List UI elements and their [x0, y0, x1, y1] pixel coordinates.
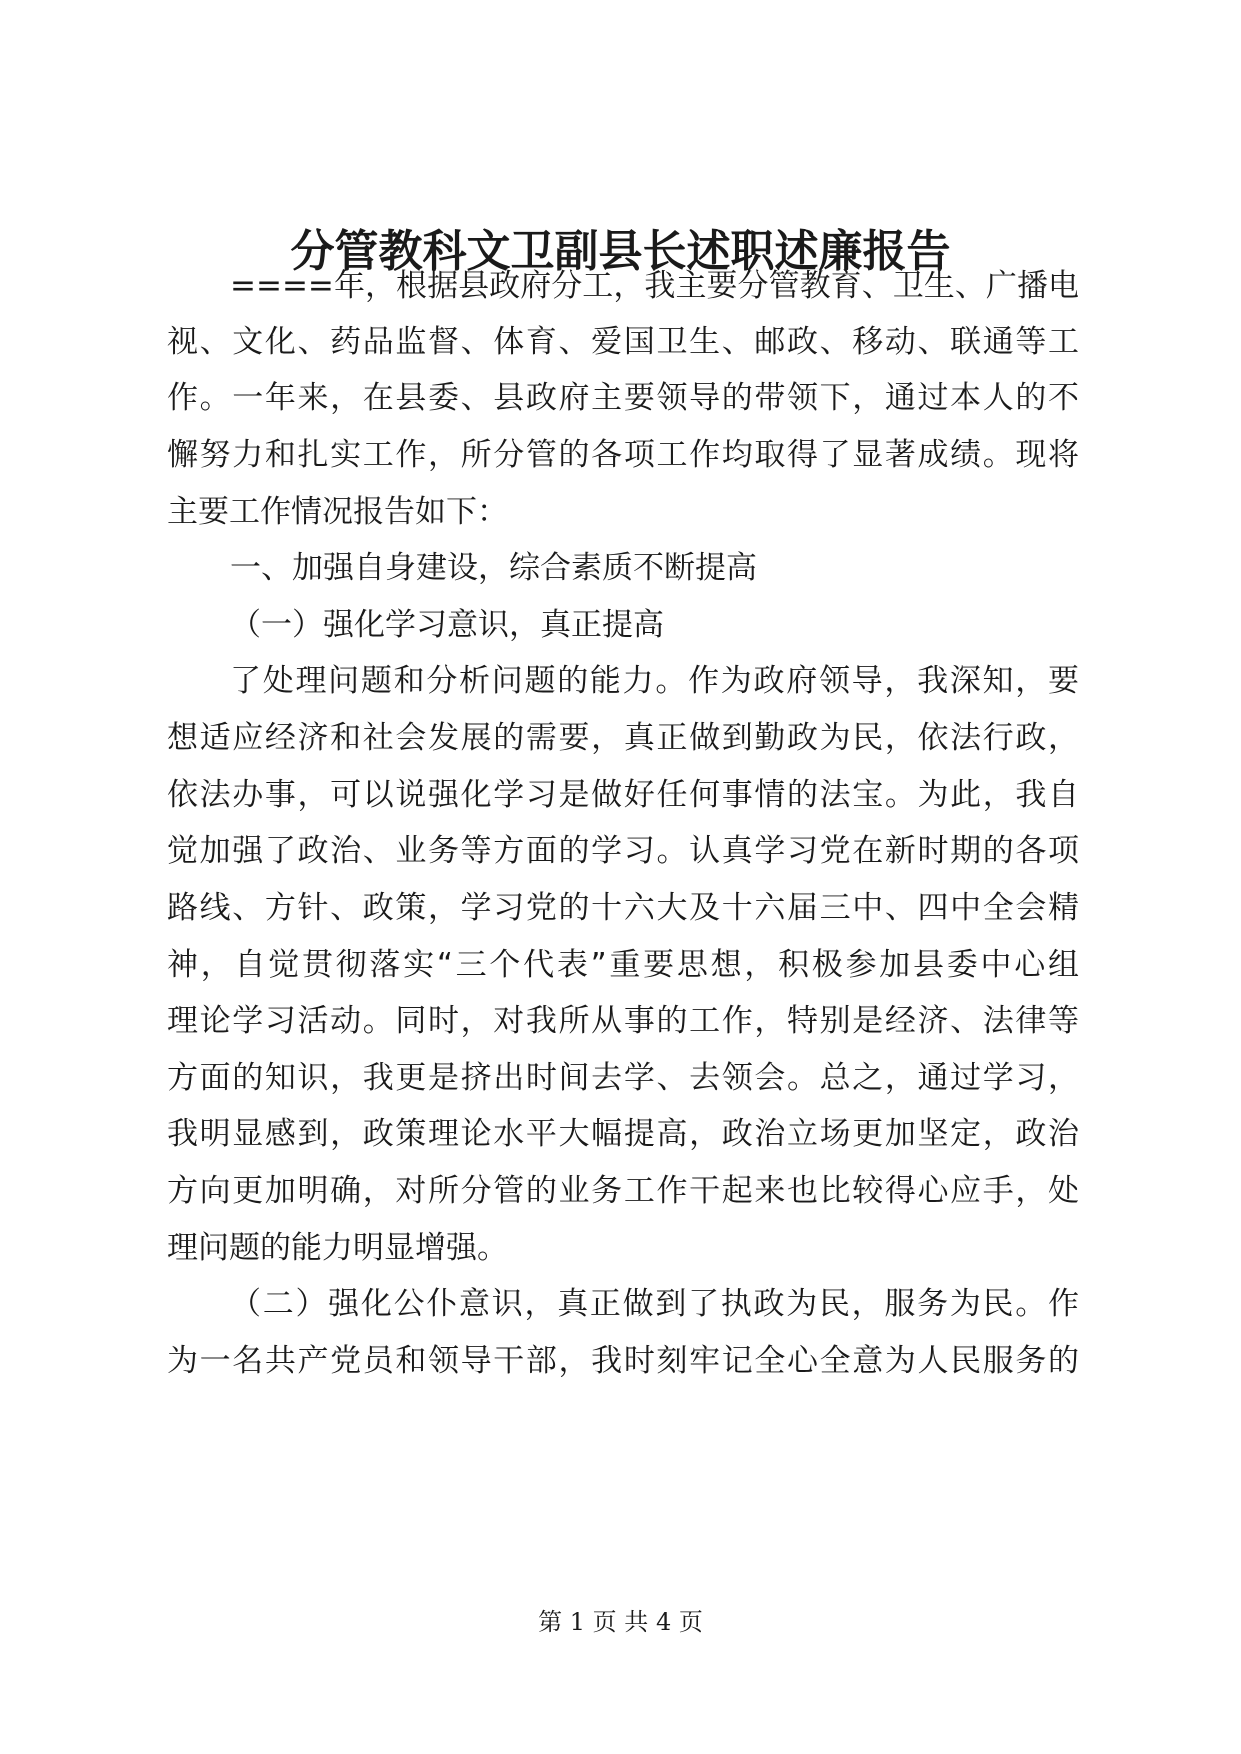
body-line: 视、文化、药品监督、体育、爱国卫生、邮政、移动、联通等工: [167, 324, 1079, 360]
body-line: 为一名共产党员和领导干部，我时刻牢记全心全意为人民服务的: [167, 1343, 1079, 1379]
subsection-heading: （一）强化学习意识，真正提高: [230, 607, 664, 643]
body-line: 觉加强了政治、业务等方面的学习。认真学习党在新时期的各项: [167, 833, 1079, 869]
section-heading: 一、加强自身建设，综合素质不断提高: [230, 550, 757, 586]
body-line: ====年，根据县政府分工，我主要分管教育、卫生、广播电: [230, 268, 1079, 304]
body-line: 我明显感到，政策理论水平大幅提高，政治立场更加坚定，政治: [167, 1116, 1079, 1152]
body-line: 作。一年来，在县委、县政府主要领导的带领下，通过本人的不: [167, 380, 1079, 416]
body-line: 了处理问题和分析问题的能力。作为政府领导，我深知，要: [230, 663, 1079, 699]
body-line: 方向更加明确，对所分管的业务工作干起来也比较得心应手，处: [167, 1173, 1079, 1209]
body-line: 理论学习活动。同时，对我所从事的工作，特别是经济、法律等: [167, 1003, 1079, 1039]
body-line: 依法办事，可以说强化学习是做好任何事情的法宝。为此，我自: [167, 777, 1079, 813]
body-line: 方面的知识，我更是挤出时间去学、去领会。总之，通过学习，: [167, 1060, 1079, 1096]
page-number-footer: 第 1 页 共 4 页: [538, 1608, 703, 1636]
body-line: 主要工作情况报告如下：: [167, 494, 508, 530]
body-line: 理问题的能力明显增强。: [167, 1230, 508, 1266]
body-line: 懈努力和扎实工作，所分管的各项工作均取得了显著成绩。现将: [167, 437, 1079, 473]
body-line: 神，自觉贯彻落实“三个代表”重要思想，积极参加县委中心组: [167, 947, 1079, 983]
body-line: （二）强化公仆意识，真正做到了执政为民，服务为民。作: [230, 1286, 1079, 1322]
body-line: 想适应经济和社会发展的需要，真正做到勤政为民，依法行政，: [167, 720, 1079, 756]
document-title: 分管教科文卫副县长述职述廉报告: [290, 226, 951, 277]
body-line: 路线、方针、政策，学习党的十六大及十六届三中、四中全会精: [167, 890, 1079, 926]
